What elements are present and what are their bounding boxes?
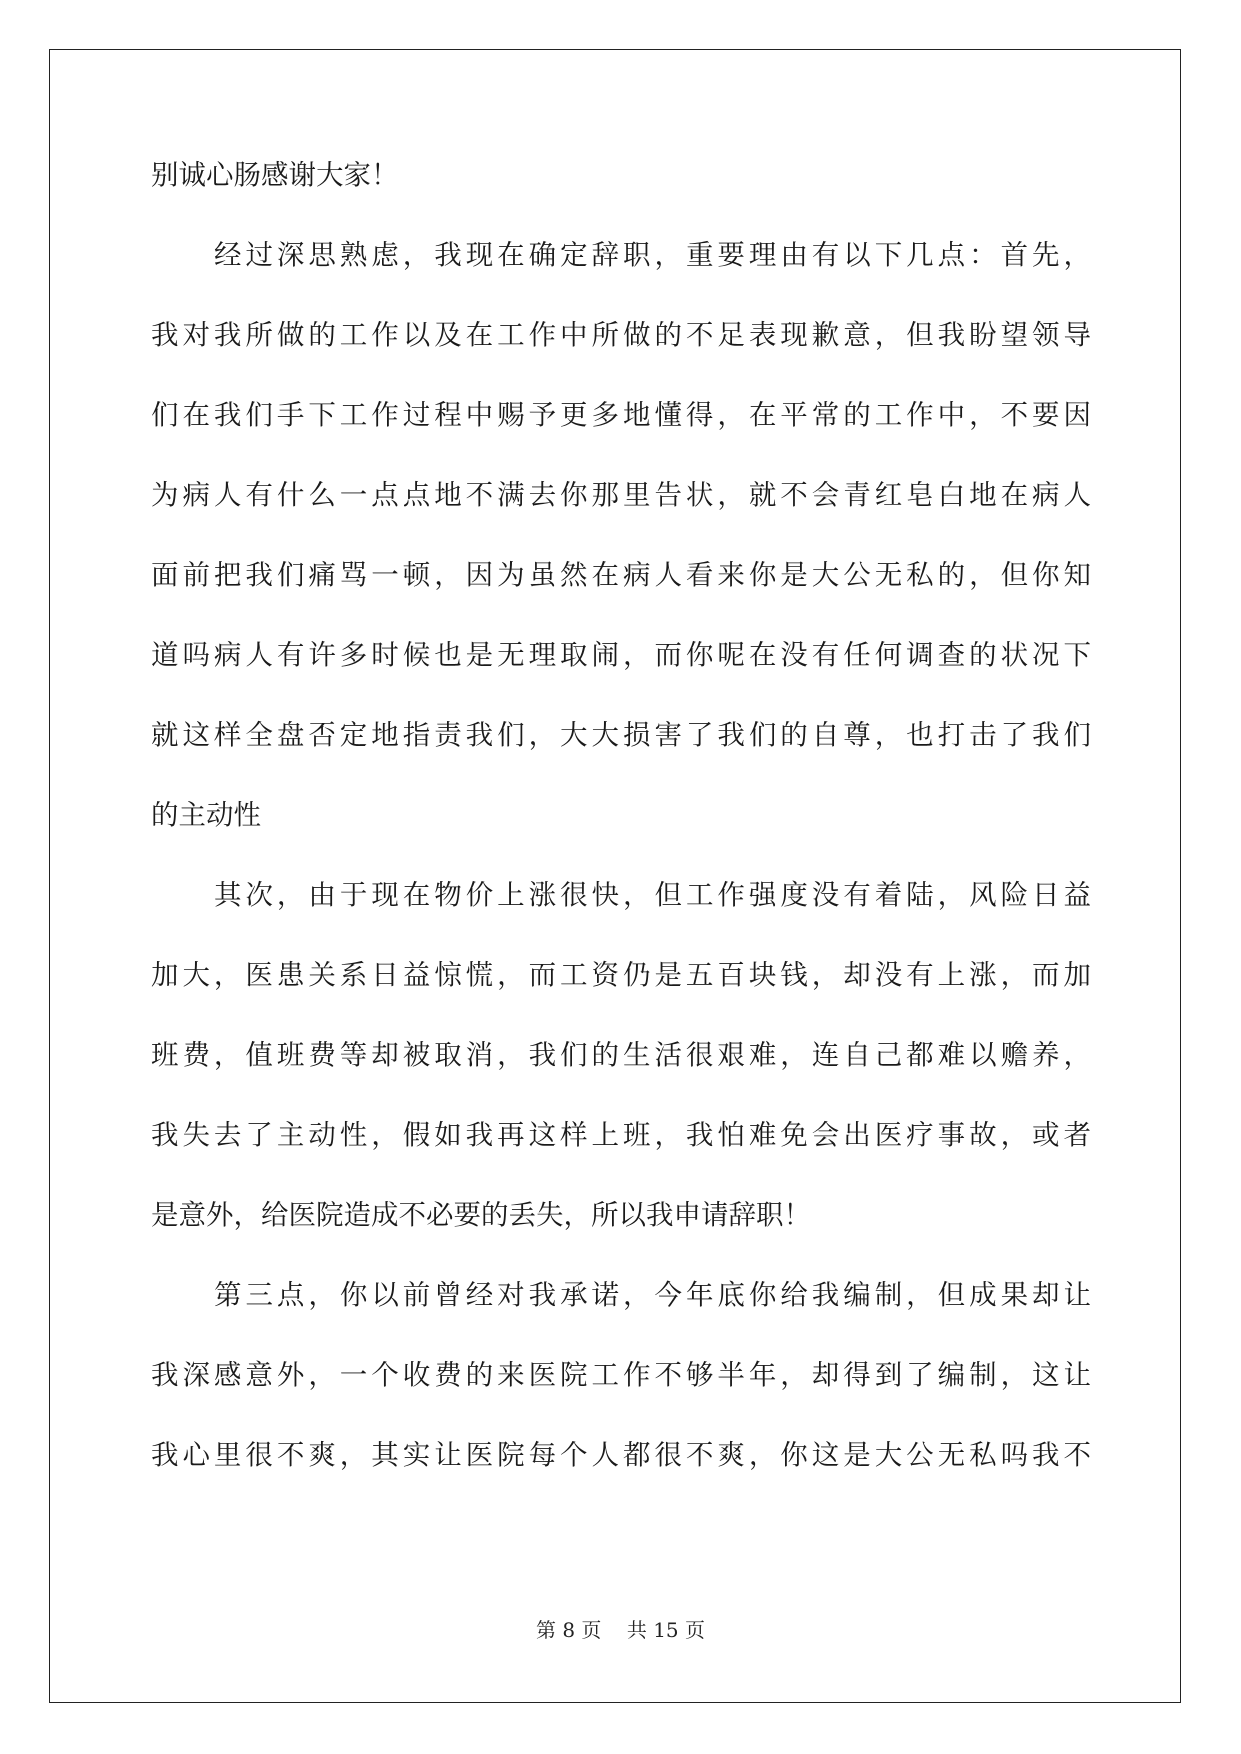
text-line: 是意外，给医院造成不必要的丢失，所以我申请辞职！ xyxy=(151,1199,811,1231)
text-line: 我深感意外，一个收费的来医院工作不够半年，却得到了编制，这让 xyxy=(151,1359,1091,1391)
document-body xyxy=(151,158,1091,1518)
text-line: 加大，医患关系日益惊慌，而工资仍是五百块钱，却没有上涨，而加 xyxy=(151,959,1091,991)
page-number: 第 8 页 共 15 页 xyxy=(535,1618,706,1642)
text-line: 面前把我们痛骂一顿，因为虽然在病人看来你是大公无私的，但你知 xyxy=(151,559,1091,591)
text-line: 我心里很不爽，其实让医院每个人都很不爽，你这是大公无私吗我不 xyxy=(151,1439,1091,1471)
text-line: 我对我所做的工作以及在工作中所做的不足表现歉意，但我盼望领导 xyxy=(151,319,1091,351)
text-line: 我失去了主动性，假如我再这样上班，我怕难免会出医疗事故，或者 xyxy=(151,1119,1091,1151)
text-line: 其次，由于现在物价上涨很快，但工作强度没有着陆，风险日益 xyxy=(214,879,1091,911)
text-line: 别诚心肠感谢大家！ xyxy=(151,159,399,191)
text-line: 第三点，你以前曾经对我承诺，今年底你给我编制，但成果却让 xyxy=(214,1279,1091,1311)
text-line: 的主动性 xyxy=(151,799,261,831)
text-line: 就这样全盘否定地指责我们，大大损害了我们的自尊，也打击了我们 xyxy=(151,719,1091,751)
text-line: 为病人有什么一点点地不满去你那里告状，就不会青红皂白地在病人 xyxy=(151,479,1091,511)
text-line: 们在我们手下工作过程中赐予更多地懂得，在平常的工作中，不要因 xyxy=(151,399,1091,431)
text-line: 经过深思熟虑，我现在确定辞职，重要理由有以下几点：首先， xyxy=(214,239,1091,271)
text-line: 班费，值班费等却被取消，我们的生活很艰难，连自己都难以赡养， xyxy=(151,1039,1091,1071)
text-line: 道吗病人有许多时候也是无理取闹，而你呢在没有任何调查的状况下 xyxy=(151,639,1091,671)
page-footer xyxy=(0,1614,1241,1643)
